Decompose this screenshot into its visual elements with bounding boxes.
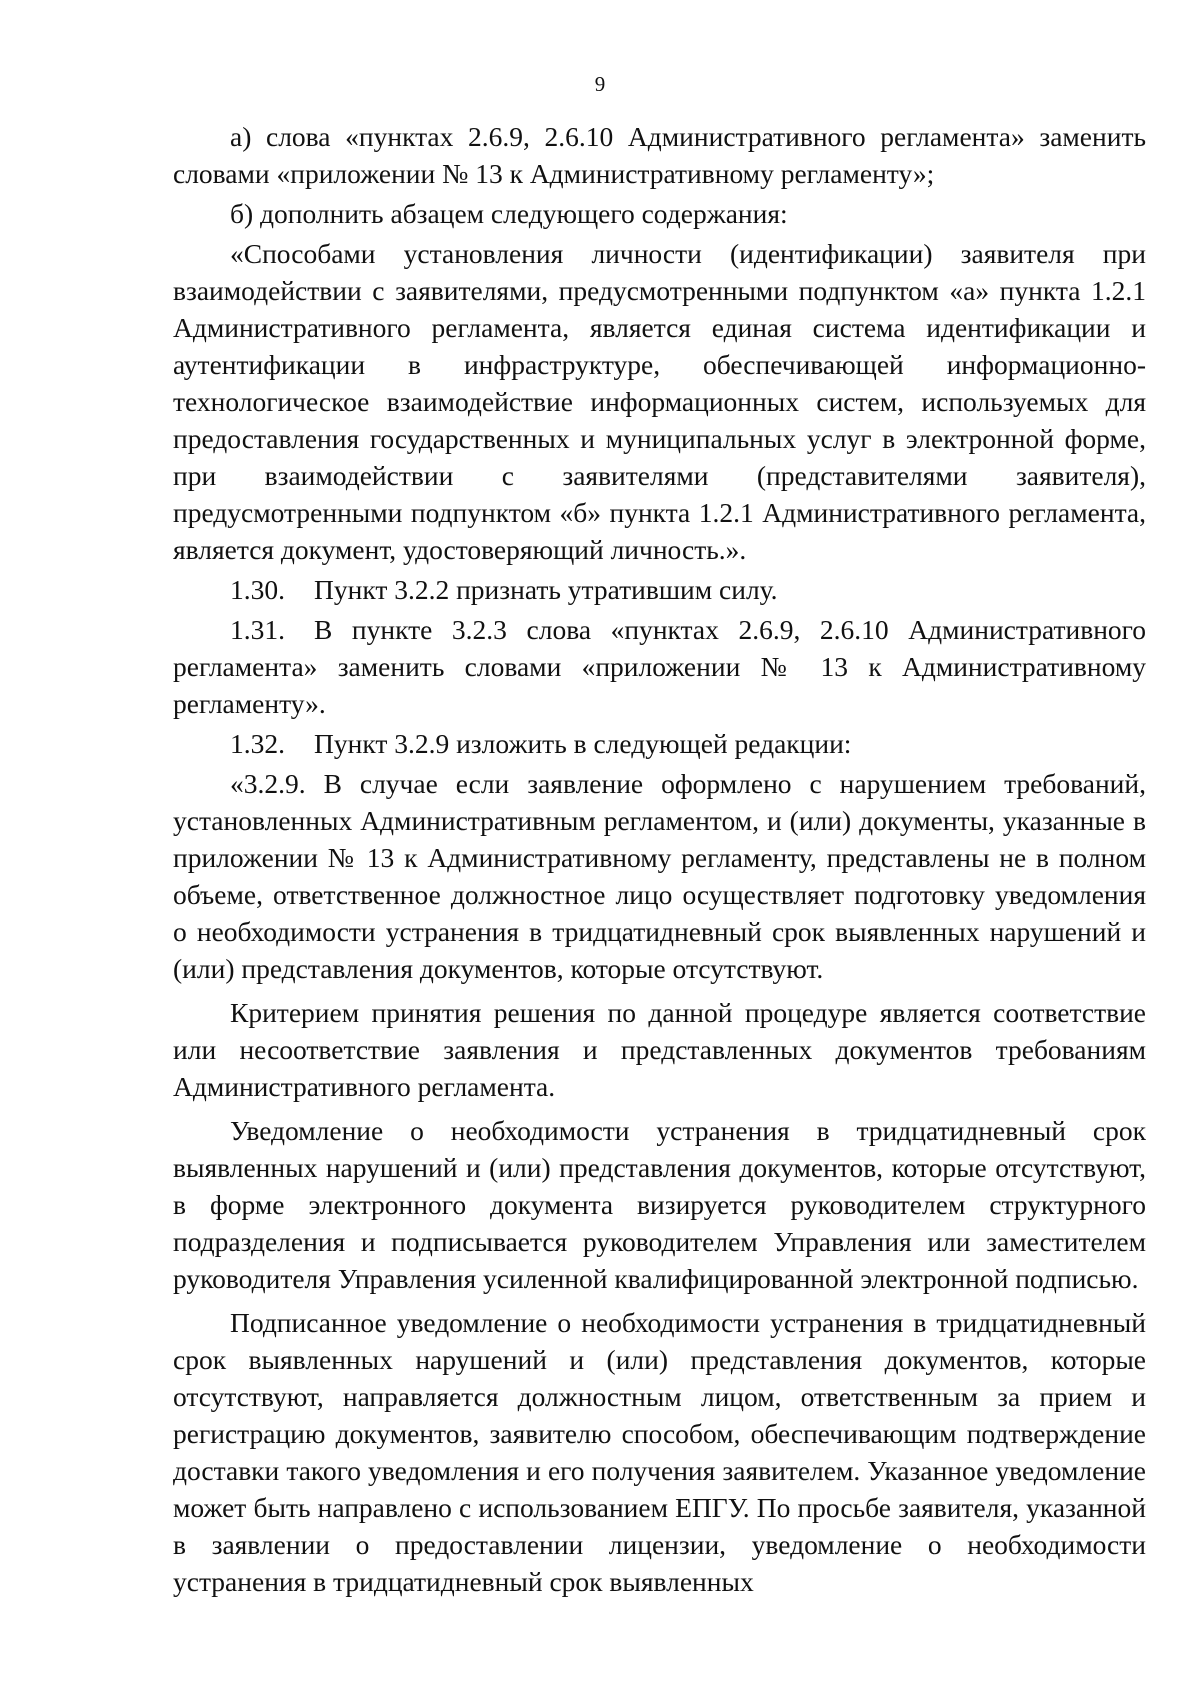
paragraph-a: а) слова «пунктах 2.6.9, 2.6.10 Административного регламента» заменить словами «приложении № 13 к Административному регламенту»; <box>173 121 1146 189</box>
paragraph-b: б) дополнить абзацем следующего содержания: <box>230 198 788 229</box>
item-number: 1.31. <box>230 614 285 645</box>
item-text: В пункте 3.2.3 слова «пунктах 2.6.9, 2.6.10 Административного регламента» заменить словами «приложении № 13 к Административному регламенту». <box>173 614 1146 719</box>
paragraph-identification-methods: «Способами установления личности (идентификации) заявителя при взаимодействии с заявителями, предусмотренными подпунктом «а» пункта 1.2.1 Административного регламента, является единая система идентификации и аутентификации в инфраструктуре, обеспечивающей информационно-технологическое взаимодействие информационных систем, используемых для предоставления государственных и муниципальных услуг в электронной форме, при взаимодействии с заявителями (представителями заявителя), предусмотренными подпунктом «б» пункта 1.2.1 Административного регламента, является документ, удостоверяющий личность.». <box>173 238 1146 565</box>
paragraph-3-2-9: «3.2.9. В случае если заявление оформлено с нарушением требований, установленных Административным регламентом, и (или) документы, указанные в приложении № 13 к Административному регламенту, представлены не в полном объеме, ответственное должностное лицо осуществляет подготовку уведомления о необходимости устранения в тридцатидневный срок выявленных нарушений и (или) представления документов, которые отсутствуют. <box>173 768 1146 984</box>
item-number: 1.32. <box>230 728 285 759</box>
paragraph-notification-signing: Уведомление о необходимости устранения в тридцатидневный срок выявленных нарушений и (или) представления документов, которые отсутствуют, в форме электронного документа визируется руководителем структурного подразделения и подписывается руководителем Управления или заместителем руководителя Управления усиленной квалифицированной электронной подписью. <box>173 1115 1146 1294</box>
document-body <box>173 118 1146 1600</box>
page-number: 9 <box>594 72 606 96</box>
paragraph-criterion: Критерием принятия решения по данной процедуре является соответствие или несоответствие заявления и представленных документов требованиям Административного регламента. <box>173 997 1146 1102</box>
item-1-32 <box>173 725 1146 762</box>
item-text: Пункт 3.2.9 изложить в следующей редакции: <box>314 728 852 759</box>
item-1-30 <box>173 571 1146 608</box>
item-text: Пункт 3.2.2 признать утратившим силу. <box>314 574 778 605</box>
paragraph-notification-sending: Подписанное уведомление о необходимости устранения в тридцатидневный срок выявленных нарушений и (или) представления документов, которые отсутствуют, направляется должностным лицом, ответственным за прием и регистрацию документов, заявителю способом, обеспечивающим подтверждение доставки такого уведомления и его получения заявителем. Указанное уведомление может быть направлено с использованием ЕПГУ. По просьбе заявителя, указанной в заявлении о предоставлении лицензии, уведомление о необходимости устранения в тридцатидневный срок выявленных <box>173 1307 1146 1597</box>
item-number: 1.30. <box>230 574 285 605</box>
item-1-31 <box>173 611 1146 722</box>
